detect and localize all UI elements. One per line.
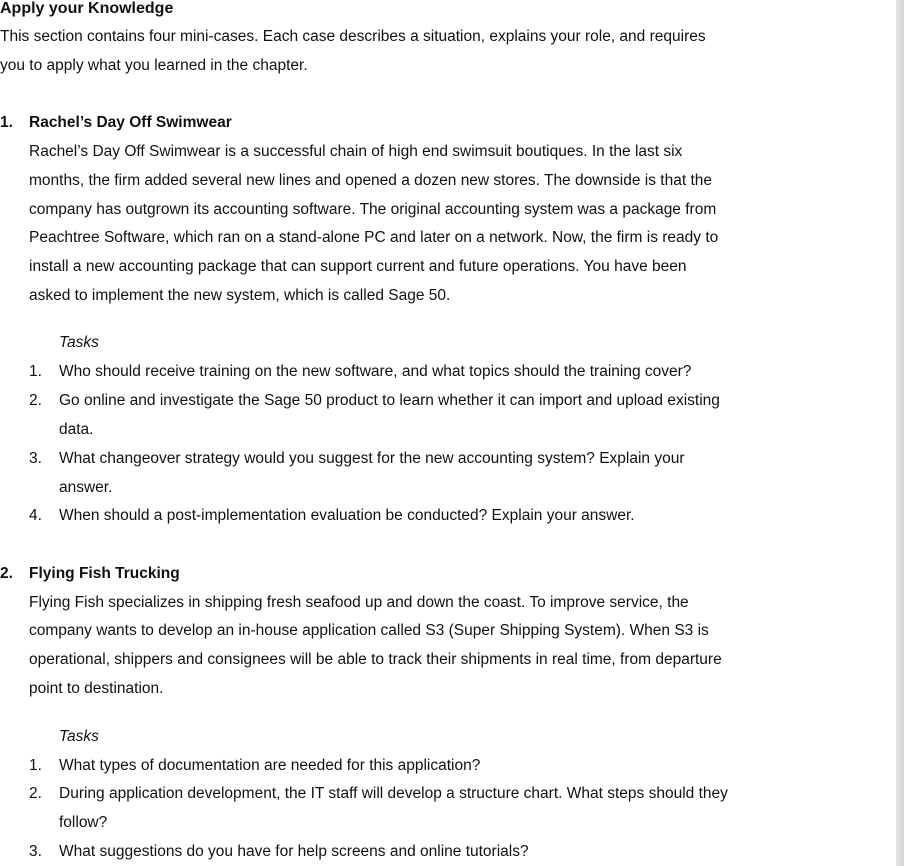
case-body-line: company wants to develop an in-house application called S3 (Super Shipping System). When S3 is [29, 622, 709, 639]
tasks-label: Tasks [59, 334, 99, 351]
task-number: 3. [29, 843, 42, 860]
task-text: Go online and investigate the Sage 50 product to learn whether it can import and upload existing [59, 392, 720, 409]
task-text: When should a post-implementation evaluation be conducted? Explain your answer. [59, 507, 635, 524]
task-number: 1. [29, 757, 42, 774]
task-number: 2. [29, 392, 42, 409]
case-body-line: operational, shippers and consignees will be able to track their shipments in real time, from departure [29, 651, 722, 668]
intro-line: This section contains four mini-cases. Each case describes a situation, explains your role, and requires [0, 28, 706, 45]
case-number: 2. [0, 565, 13, 582]
case-body-line: Flying Fish specializes in shipping fresh seafood up and down the coast. To improve service, the [29, 594, 689, 611]
task-text: What suggestions do you have for help screens and online tutorials? [59, 843, 529, 860]
task-text: Who should receive training on the new software, and what topics should the training cover? [59, 363, 692, 380]
case-body-line: Rachel’s Day Off Swimwear is a successful chain of high end swimsuit boutiques. In the last six [29, 143, 683, 160]
case-title: Rachel’s Day Off Swimwear [29, 114, 232, 131]
task-text: During application development, the IT staff will develop a structure chart. What steps should they [59, 785, 728, 802]
case-body-line: asked to implement the new system, which is called Sage 50. [29, 287, 451, 304]
case-body-line: Peachtree Software, which ran on a stand-alone PC and later on a network. Now, the firm is ready to [29, 229, 719, 246]
intro-line: you to apply what you learned in the chapter. [0, 57, 308, 74]
case-body-line: months, the firm added several new lines and opened a dozen new stores. The downside is that the [29, 172, 712, 189]
task-text: What changeover strategy would you suggest for the new accounting system? Explain your [59, 450, 685, 467]
case-body-line: point to destination. [29, 680, 164, 697]
tasks-label: Tasks [59, 728, 99, 745]
case-number: 1. [0, 114, 13, 131]
task-text: follow? [59, 814, 108, 831]
section-title: Apply your Knowledge [0, 0, 174, 17]
task-number: 4. [29, 507, 42, 524]
task-text: answer. [59, 479, 113, 496]
task-text: What types of documentation are needed for this application? [59, 757, 481, 774]
case-body-line: install a new accounting package that can support current and future operations. You have been [29, 258, 687, 275]
case-body-line: company has outgrown its accounting software. The original accounting system was a package from [29, 201, 717, 218]
task-text: data. [59, 421, 94, 438]
task-number: 1. [29, 363, 42, 380]
task-number: 2. [29, 785, 42, 802]
task-number: 3. [29, 450, 42, 467]
case-title: Flying Fish Trucking [29, 565, 180, 582]
page-edge-shadow [896, 0, 904, 866]
